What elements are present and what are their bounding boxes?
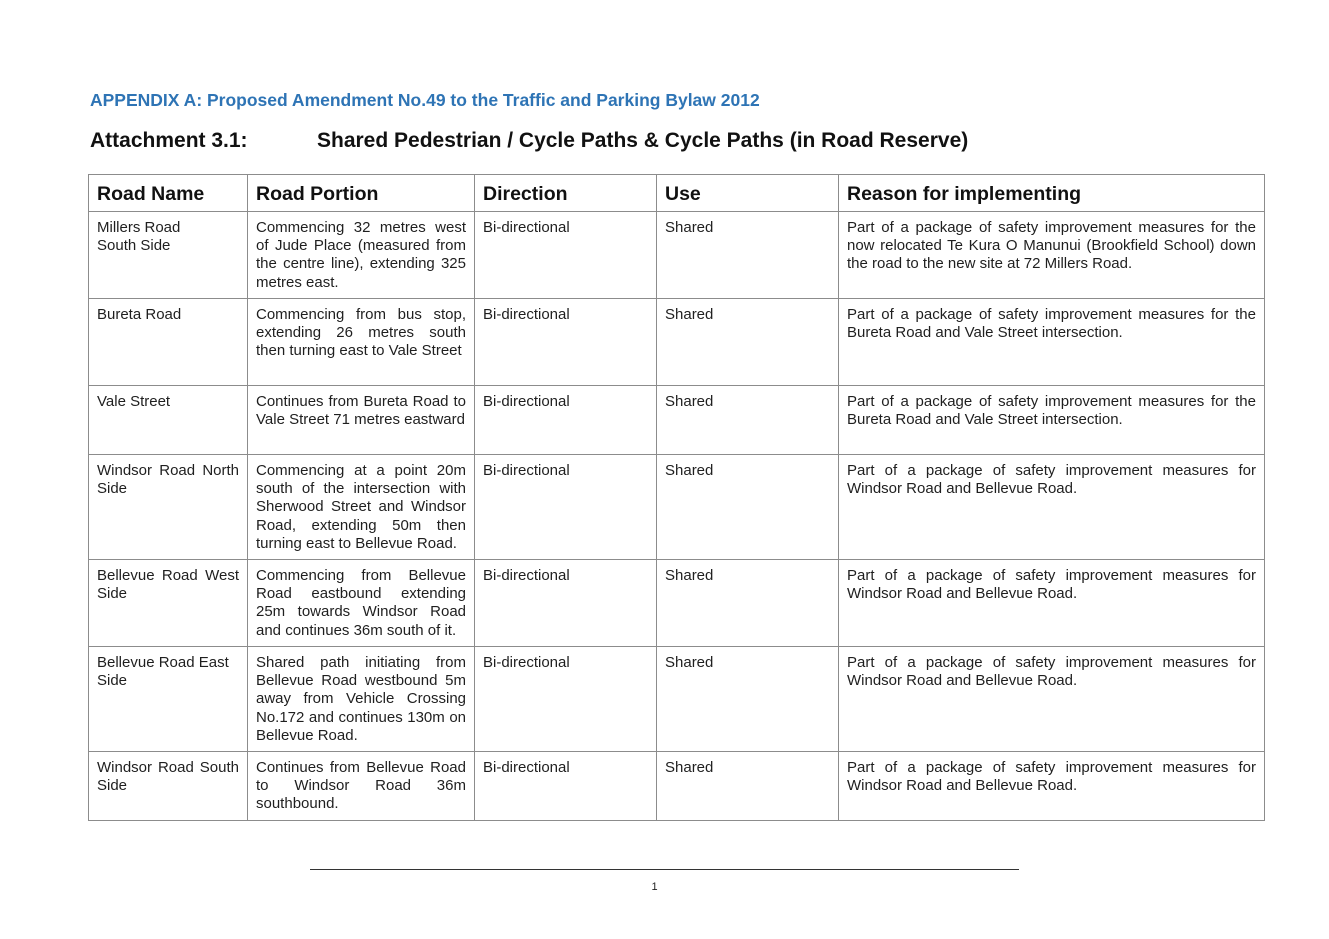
direction-cell: Bi-directional [475,752,657,821]
road-name-cell: Millers Road South Side [89,212,248,299]
road-portion-cell: Commencing 32 metres west of Jude Place (measured from the centre line), extending 325 metres east. [248,212,475,299]
road-name-cell: Windsor Road North Side [89,455,248,560]
use-cell: Shared [657,299,839,386]
road-name-cell: Vale Street [89,386,248,455]
column-header-direction: Direction [475,175,657,212]
reason-cell: Part of a package of safety improvement measures for Windsor Road and Bellevue Road. [839,752,1265,821]
column-header-reason: Reason for implementing [839,175,1265,212]
table-header-row [89,175,1265,212]
use-cell: Shared [657,560,839,647]
attachment-title: Shared Pedestrian / Cycle Paths & Cycle Paths (in Road Reserve) [317,129,969,152]
direction-cell: Bi-directional [475,212,657,299]
footer-divider [310,869,1019,870]
appendix-heading: APPENDIX A: Proposed Amendment No.49 to the Traffic and Parking Bylaw 2012 [90,90,760,110]
use-cell: Shared [657,647,839,752]
reason-cell: Part of a package of safety improvement measures for Windsor Road and Bellevue Road. [839,455,1265,560]
direction-cell: Bi-directional [475,386,657,455]
column-header-road-name: Road Name [89,175,248,212]
road-name-cell: Windsor Road South Side [89,752,248,821]
direction-cell: Bi-directional [475,647,657,752]
table-row [89,560,1265,647]
reason-cell: Part of a package of safety improvement measures for the Bureta Road and Vale Street intersection. [839,386,1265,455]
road-name-cell: Bellevue Road East Side [89,647,248,752]
use-cell: Shared [657,212,839,299]
road-portion-cell: Commencing from bus stop, extending 26 metres south then turning east to Vale Street [248,299,475,386]
road-name-cell: Bellevue Road West Side [89,560,248,647]
use-cell: Shared [657,386,839,455]
table-row [89,386,1265,455]
use-cell: Shared [657,752,839,821]
table-row [89,455,1265,560]
table-row [89,752,1265,821]
column-header-road-portion: Road Portion [248,175,475,212]
use-cell: Shared [657,455,839,560]
table-row [89,299,1265,386]
road-portion-cell: Commencing from Bellevue Road eastbound extending 25m towards Windsor Road and continues 36m south of it. [248,560,475,647]
page-number: 1 [651,881,658,893]
reason-cell: Part of a package of safety improvement measures for the Bureta Road and Vale Street intersection. [839,299,1265,386]
road-portion-cell: Continues from Bellevue Road to Windsor Road 36m southbound. [248,752,475,821]
table-row [89,647,1265,752]
road-portion-cell: Commencing at a point 20m south of the intersection with Sherwood Street and Windsor Road, extending 50m then turning east to Bellevue Road. [248,455,475,560]
direction-cell: Bi-directional [475,299,657,386]
reason-cell: Part of a package of safety improvement measures for the now relocated Te Kura O Manunui (Brookfield School) down the road to the new site at 72 Millers Road. [839,212,1265,299]
attachment-label: Attachment 3.1: [90,129,248,152]
direction-cell: Bi-directional [475,455,657,560]
direction-cell: Bi-directional [475,560,657,647]
table-row [89,212,1265,299]
reason-cell: Part of a package of safety improvement measures for Windsor Road and Bellevue Road. [839,647,1265,752]
road-name-cell: Bureta Road [89,299,248,386]
column-header-use: Use [657,175,839,212]
road-portion-cell: Shared path initiating from Bellevue Road westbound 5m away from Vehicle Crossing No.172 and continues 130m on Bellevue Road. [248,647,475,752]
attachment-heading [90,129,969,153]
shared-paths-table [88,174,1265,821]
reason-cell: Part of a package of safety improvement measures for Windsor Road and Bellevue Road. [839,560,1265,647]
road-portion-cell: Continues from Bureta Road to Vale Street 71 metres eastward [248,386,475,455]
